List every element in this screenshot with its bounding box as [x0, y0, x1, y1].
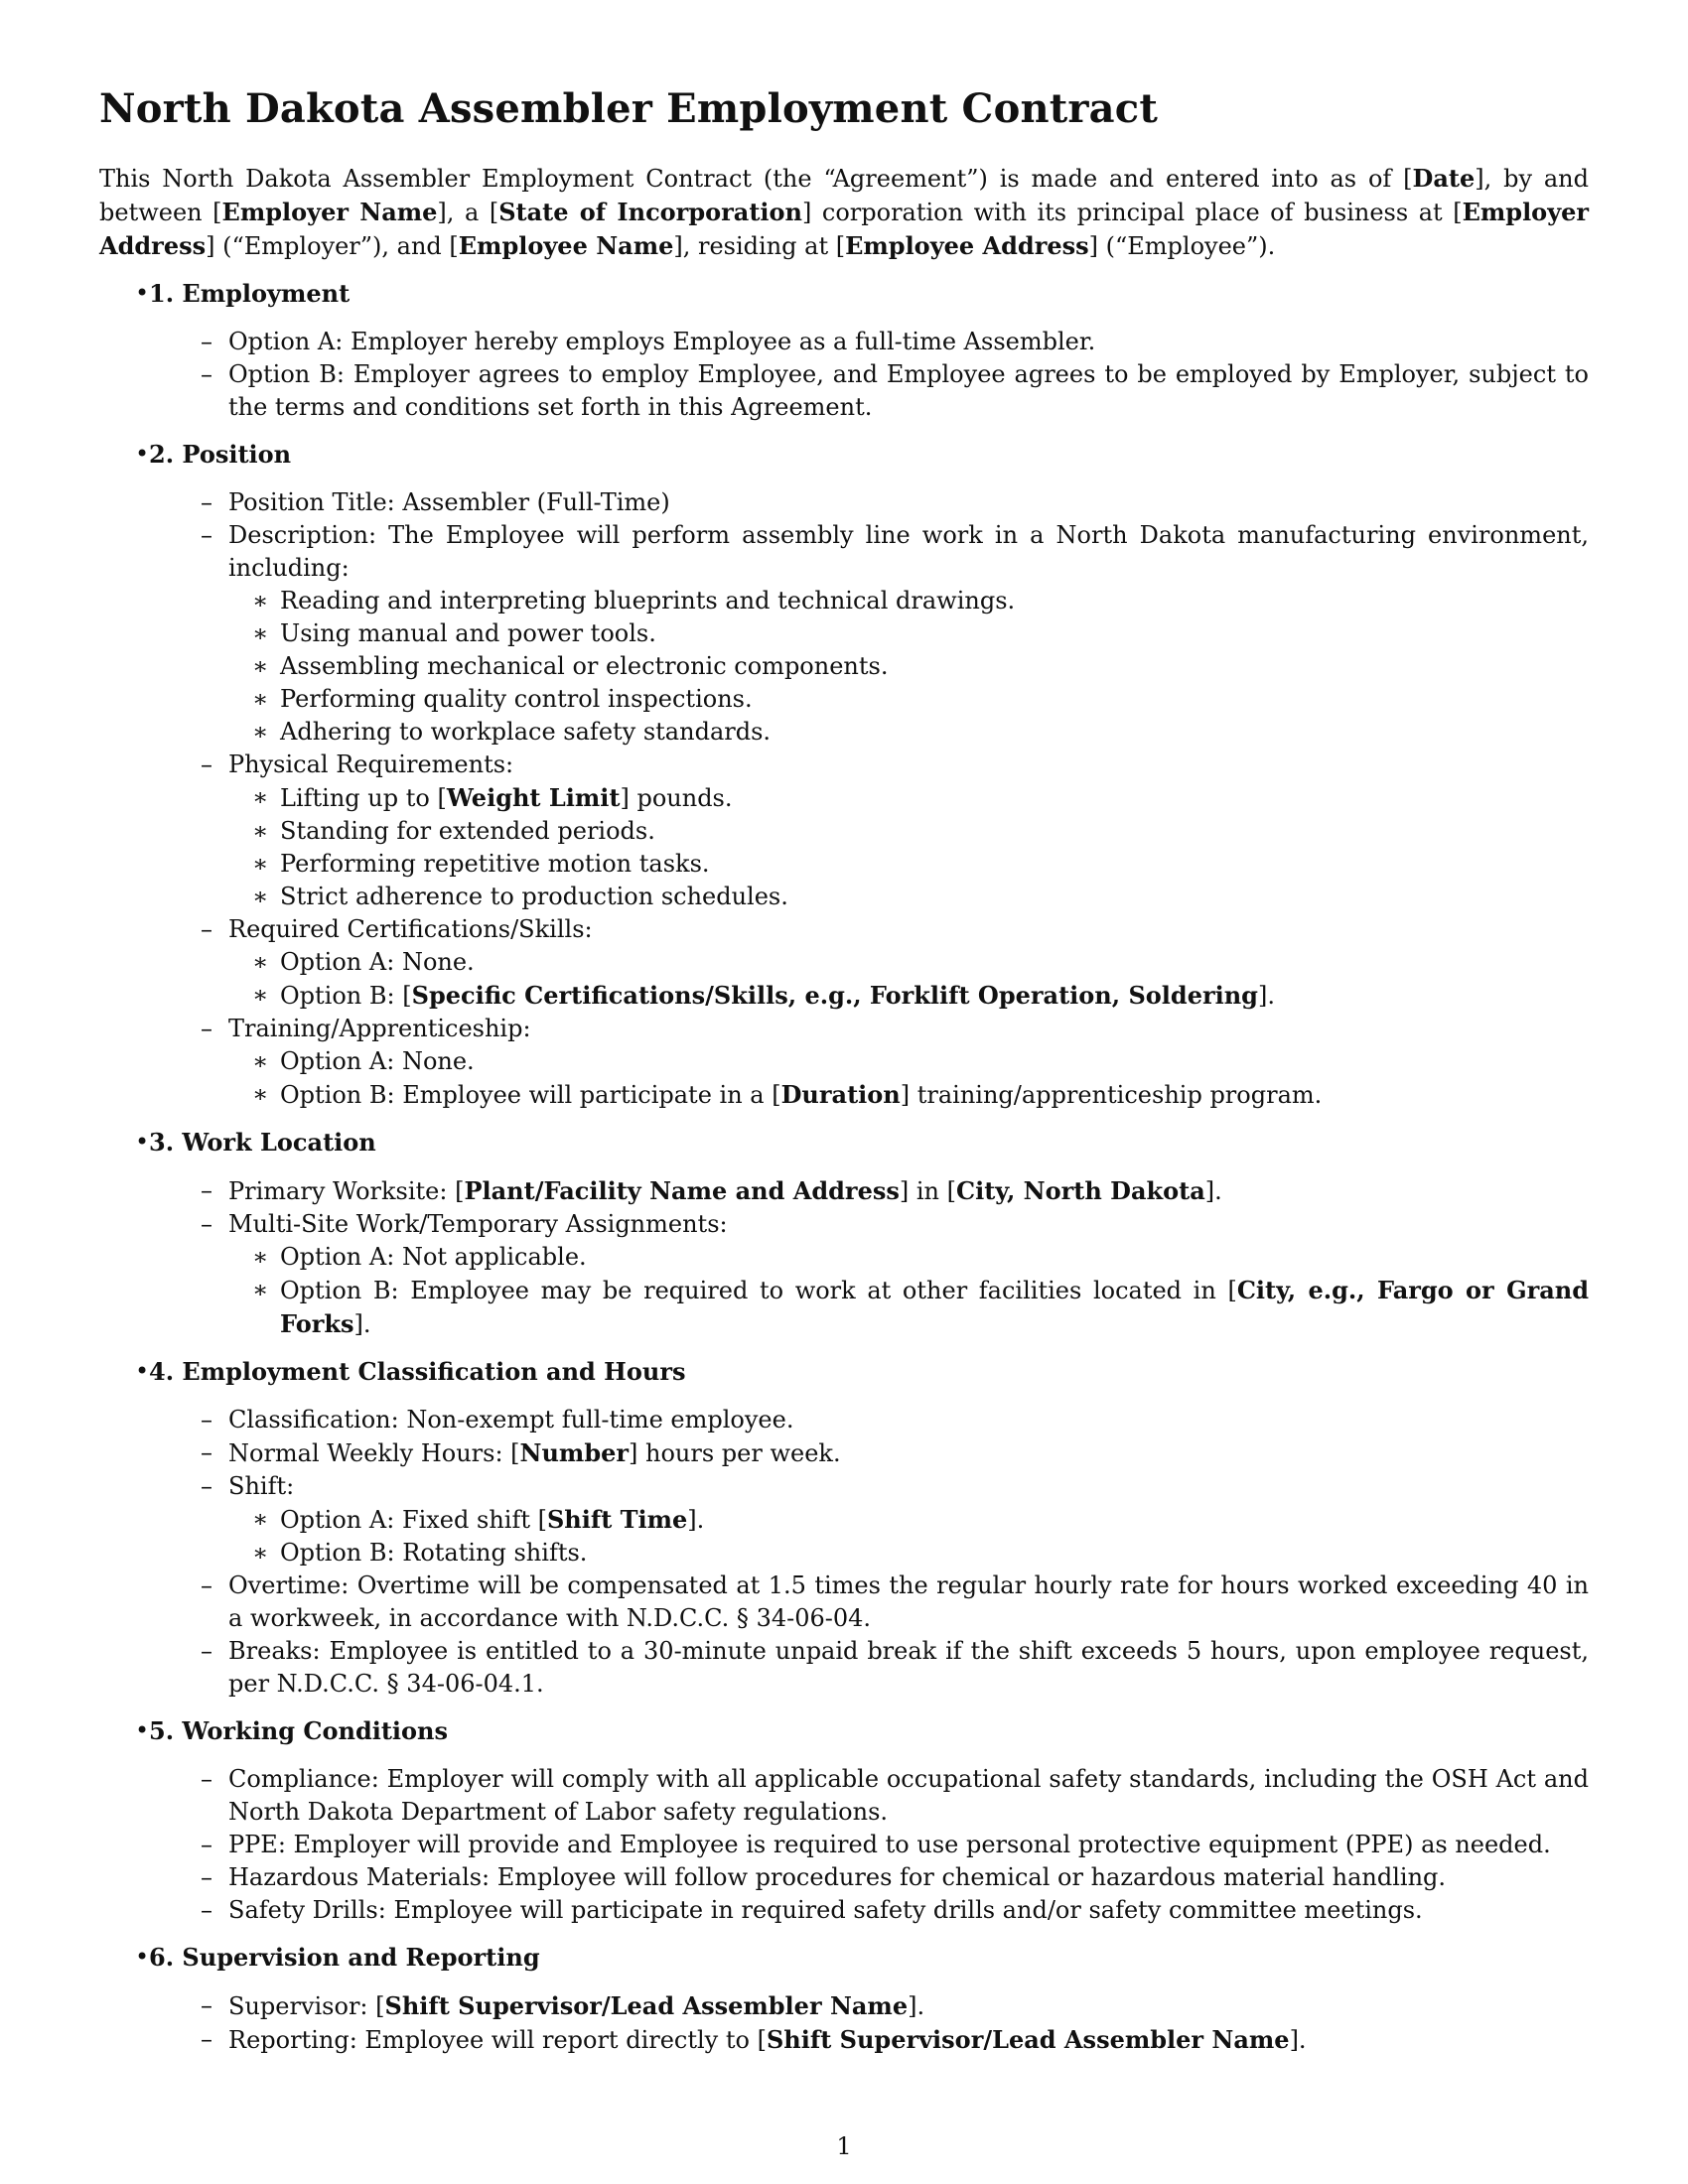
list-item: ∗ Adhering to workplace safety standards.	[280, 716, 1589, 749]
list-item: ∗ Option B: Rotating shifts.	[280, 1537, 1589, 1570]
list-item	[228, 913, 1589, 1013]
text: Reporting: Employee will report directly to [	[228, 2026, 767, 2054]
intro-text: ], by and between [	[99, 165, 1589, 226]
multi-site-list	[228, 1241, 1589, 1341]
list-item: – PPE: Employer will provide and Employee is required to use personal protective equipment (PPE) as needed.	[228, 1829, 1589, 1861]
list-item-text: Description: The Employee will perform assembly line work in a North Dakota manufacturing environment, including:	[228, 521, 1589, 582]
placeholder-employee-address: Employee Address	[845, 231, 1089, 260]
sub-list	[149, 1763, 1589, 1927]
intro-text: This North Dakota Assembler Employment Contract (the “Agreement”) is made and entered into as of [	[99, 165, 1413, 193]
list-item	[228, 1174, 1589, 1208]
sub-list	[149, 1989, 1589, 2057]
sub-list	[149, 1404, 1589, 1701]
placeholder-city: City, North Dakota	[956, 1176, 1205, 1205]
section-heading: • 1. Employment	[149, 279, 351, 308]
section-heading: • 4. Employment Classification and Hours	[149, 1357, 686, 1386]
list-item-text: Physical Requirements:	[228, 751, 514, 778]
intro-text: ], a [	[437, 199, 499, 226]
section-heading: • 2. Position	[149, 440, 292, 469]
placeholder-state: State of Incorporation	[498, 198, 802, 226]
page-number: 1	[836, 2132, 852, 2160]
placeholder-shift-time: Shift Time	[546, 1505, 688, 1534]
text: ].	[353, 1310, 371, 1338]
text: ].	[908, 1992, 925, 2020]
text: Option B: Employee will participate in a [	[280, 1081, 781, 1109]
list-item	[228, 1989, 1589, 2023]
list-item	[280, 781, 1589, 815]
list-item: – Position Title: Assembler (Full-Time)	[228, 486, 1589, 519]
list-item	[228, 1208, 1589, 1341]
list-item	[228, 519, 1589, 749]
cert-list	[228, 946, 1589, 1013]
list-item: ∗ Option A: None.	[280, 1045, 1589, 1078]
text: ] in [	[899, 1177, 956, 1205]
list-item: ∗ Reading and interpreting blueprints and technical drawings.	[280, 585, 1589, 617]
sub-list	[149, 486, 1589, 1112]
section-position	[99, 438, 1589, 1112]
placeholder-supervisor: Shift Supervisor/Lead Assembler Name	[766, 2025, 1290, 2054]
sub-list	[149, 1174, 1589, 1341]
placeholder-number: Number	[519, 1438, 630, 1467]
section-heading: • 6. Supervision and Reporting	[149, 1943, 540, 1972]
placeholder-supervisor: Shift Supervisor/Lead Assembler Name	[384, 1991, 909, 2020]
text: Lifting up to [	[280, 784, 447, 812]
text: Primary Worksite: [	[228, 1177, 465, 1205]
text: Normal Weekly Hours: [	[228, 1439, 520, 1467]
list-item: ∗ Option A: Not applicable.	[280, 1241, 1589, 1274]
intro-text: ], residing at [	[673, 232, 846, 260]
list-item	[228, 1436, 1589, 1470]
list-item-text: Shift:	[228, 1472, 295, 1500]
list-item-text: Multi-Site Work/Temporary Assignments:	[228, 1210, 728, 1238]
list-item	[280, 1503, 1589, 1537]
text: ] hours per week.	[629, 1439, 841, 1467]
text: Option B: [	[280, 982, 412, 1010]
list-item: ∗ Standing for extended periods.	[280, 815, 1589, 848]
text: Option B: Employee may be required to work at other facilities located in [	[280, 1277, 1237, 1304]
placeholder-date: Date	[1412, 164, 1476, 193]
intro-text: ] (“Employer”), and [	[206, 232, 459, 260]
text: ].	[1289, 2026, 1307, 2054]
list-item	[280, 979, 1589, 1013]
text: Option A: Fixed shift [	[280, 1506, 547, 1534]
placeholder-facility: Plant/Facility Name and Address	[464, 1176, 900, 1205]
list-item: ∗ Strict adherence to production schedules.	[280, 881, 1589, 913]
section-list	[99, 277, 1589, 2057]
list-item	[228, 1013, 1589, 1112]
list-item: – Hazardous Materials: Employee will follow procedures for chemical or hazardous material handling.	[228, 1861, 1589, 1894]
placeholder-employer-name: Employer Name	[221, 198, 438, 226]
section-working-conditions	[99, 1714, 1589, 1927]
list-item-text: Training/Apprenticeship:	[228, 1015, 531, 1042]
list-item	[228, 1470, 1589, 1570]
document-page	[99, 85, 1589, 2057]
placeholder-certifications: Specific Certifications/Skills, e.g., Forklift Operation, Soldering	[411, 981, 1258, 1010]
list-item: ∗ Option A: None.	[280, 946, 1589, 979]
training-list	[228, 1045, 1589, 1112]
list-item: ∗ Assembling mechanical or electronic components.	[280, 650, 1589, 683]
list-item: – Option A: Employer hereby employs Employee as a full-time Assembler.	[228, 326, 1589, 358]
list-item	[280, 1274, 1589, 1341]
intro-text: ] corporation with its principal place of business at [	[801, 199, 1463, 226]
list-item	[228, 749, 1589, 913]
list-item: ∗ Using manual and power tools.	[280, 617, 1589, 650]
section-heading: • 3. Work Location	[149, 1128, 376, 1157]
text: ] pounds.	[620, 784, 733, 812]
section-heading: • 5. Working Conditions	[149, 1716, 449, 1745]
list-item: – Option B: Employer agrees to employ Employee, and Employee agrees to be employed by Employer, subject to the terms and conditions set forth in this Agreement.	[228, 358, 1589, 424]
text: ] training/apprenticeship program.	[900, 1081, 1323, 1109]
page-title: North Dakota Assembler Employment Contract	[99, 85, 1159, 132]
section-work-location	[99, 1126, 1589, 1341]
section-supervision	[99, 1941, 1589, 2057]
physical-list	[228, 781, 1589, 913]
text: ].	[1257, 982, 1275, 1010]
text: Supervisor: [	[228, 1992, 385, 2020]
list-item-text: Required Certifications/Skills:	[228, 915, 593, 943]
intro-paragraph	[99, 162, 1589, 263]
list-item: – Overtime: Overtime will be compensated at 1.5 times the regular hourly rate for hours worked exceeding 40 in a workweek, in accordance with N.D.C.C. § 34-06-04.	[228, 1570, 1589, 1635]
list-item: ∗ Performing quality control inspections.	[280, 683, 1589, 716]
section-classification-hours	[99, 1355, 1589, 1701]
list-item: – Safety Drills: Employee will participate in required safety drills and/or safety committee meetings.	[228, 1894, 1589, 1927]
sub-list	[149, 326, 1589, 424]
text: ].	[1204, 1177, 1222, 1205]
list-item: – Breaks: Employee is entitled to a 30-minute unpaid break if the shift exceeds 5 hours, upon employee request, per N.D.C.C. § 34-06-04.1.	[228, 1635, 1589, 1701]
shift-list	[228, 1503, 1589, 1570]
list-item: – Compliance: Employer will comply with all applicable occupational safety standards, including the OSH Act and North Dakota Department of Labor safety regulations.	[228, 1763, 1589, 1829]
placeholder-employer-address: Employer Address	[99, 198, 1590, 260]
duties-list	[228, 585, 1589, 749]
placeholder-duration: Duration	[780, 1080, 901, 1109]
list-item: ∗ Performing repetitive motion tasks.	[280, 848, 1589, 881]
section-employment	[99, 277, 1589, 424]
intro-text: ] (“Employee”).	[1088, 232, 1276, 260]
text: ].	[687, 1506, 705, 1534]
list-item: – Classification: Non-exempt full-time employee.	[228, 1404, 1589, 1436]
placeholder-weight-limit: Weight Limit	[446, 783, 621, 812]
list-item	[228, 2023, 1589, 2057]
list-item	[280, 1078, 1589, 1112]
placeholder-employee-name: Employee Name	[458, 231, 674, 260]
placeholder-city-example: City, e.g., Fargo or Grand Forks	[280, 1276, 1589, 1338]
